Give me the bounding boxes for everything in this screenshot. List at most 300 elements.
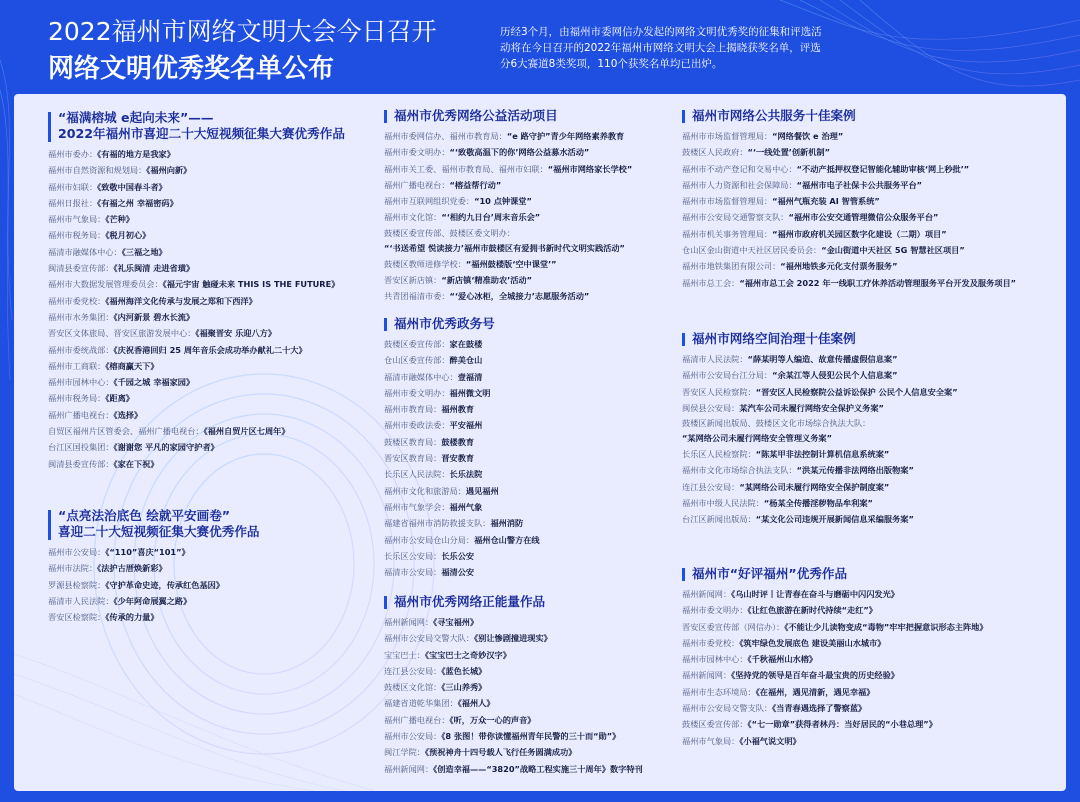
entry-list	[384, 128, 684, 305]
list-item	[384, 515, 684, 531]
entry-organization: 福清市融媒体中心：	[384, 371, 458, 382]
entry-organization: 连江县公安局：	[682, 481, 740, 492]
entry-organization: 福州市大数据发展管理委员会：	[48, 279, 163, 290]
entry-organization: 福州新闻网：	[682, 670, 732, 681]
list-item	[682, 635, 1057, 651]
entry-work-title: 遇见福州	[465, 485, 499, 496]
entry-work-title: 《听，万众一心的声音》	[449, 714, 536, 725]
entry-work-title: 《礼乐闽清 走进省璜》	[113, 263, 195, 274]
entry-work-title: 壹福清	[457, 371, 483, 382]
entry-organization: 福州市市场监督管理局：	[682, 131, 773, 141]
entry-work-title: 《芒种》	[105, 214, 134, 225]
entry-work-title: 鼓楼教育	[441, 436, 475, 447]
list-item	[384, 385, 684, 401]
entry-work-title: 福州气象	[449, 501, 483, 512]
entry-list	[384, 336, 684, 580]
list-item	[48, 456, 388, 472]
list-item	[682, 586, 1057, 602]
list-item	[384, 761, 684, 777]
list-item	[682, 351, 1057, 367]
entry-organization: 闽清县委宣传部：	[48, 263, 114, 274]
list-item	[682, 602, 1057, 618]
entry-work-title: “‘相约九日台’周末音乐会”	[441, 212, 541, 223]
entry-organization: 福州市委政法委：	[384, 420, 450, 431]
entry-list	[48, 146, 388, 472]
entry-work-title: “福州气瓶充装 AI 智管系统”	[772, 196, 880, 207]
entry-work-title: 《庆祝香港回归 25 周年音乐会成功举办献礼二十大》	[113, 344, 307, 355]
entry-organization: 福州新闻网：	[384, 763, 434, 774]
list-item	[384, 401, 684, 417]
list-item	[48, 325, 388, 341]
entry-work-title: 某汽车公司未履行网络安全保护义务案”	[739, 402, 884, 413]
entry-work-title: 《税月初心》	[105, 230, 151, 241]
list-item	[682, 400, 1057, 416]
entry-organization: 福清市人民法院：	[682, 354, 748, 364]
entry-organization: 福州市委党校：	[682, 637, 740, 648]
entry-work-title: 《法护古厝焕新彩》	[97, 563, 167, 574]
entry-work-title: 《致敬中国春斗者》	[97, 181, 167, 192]
entry-work-title: “陈某甲非法控制计算机信息系统案”	[755, 449, 890, 460]
list-item	[48, 146, 388, 162]
entry-work-title: 《不能让少儿读物变成“毒物”牢牢把握意识形态主阵地》	[784, 621, 988, 632]
entry-work-title: “福州鼓楼版‘空中课堂’”	[465, 258, 557, 269]
entry-work-title: “某文化公司违规开展新闻信息采编服务案”	[755, 514, 914, 525]
entry-organization: 晋安区检察院：	[48, 612, 106, 623]
list-item	[48, 227, 388, 243]
entry-organization: 福清市人民法院：	[48, 595, 114, 606]
entry-organization: 福州市公安局交通警察支队：	[682, 212, 789, 223]
entry-organization: 自贸区福州片区管委会、福州广播电视台：	[48, 426, 204, 437]
section-good-review-fuzhou	[682, 566, 1057, 749]
entry-organization: 仓山区金山街道中天社区居民委员会：	[682, 245, 822, 256]
list-item	[384, 483, 684, 499]
entry-organization: 台江区国投集团：	[48, 442, 114, 453]
entry-work-title: 福清公安	[441, 567, 475, 578]
entry-organization: 福州市园林中心：	[48, 377, 114, 388]
entry-organization: 福州市气象局：	[682, 735, 740, 746]
entry-work-title: 福州教育	[441, 404, 475, 415]
entry-organization: 福州市机关事务管理局：	[682, 228, 773, 239]
entry-work-title: 《福元宇宙 触碰未来 THIS IS THE FUTURE》	[162, 279, 340, 290]
entry-work-title: 《内河新景 碧水长流》	[113, 311, 195, 322]
entry-organization: 台江区新闻出版局：	[682, 514, 756, 525]
list-item	[682, 446, 1057, 462]
section-heading	[48, 508, 388, 540]
list-item	[682, 275, 1057, 291]
entry-organization: 福州市税务局：	[48, 393, 106, 404]
entry-work-title: 长乐公安	[441, 550, 475, 561]
entry-work-title: “薛某明等人编造、故意传播虚假信息案”	[747, 354, 898, 364]
entry-work-title: “余某江等人侵犯公民个人信息案”	[772, 370, 898, 381]
section-public-service-cases	[682, 108, 1057, 291]
list-item	[384, 663, 684, 679]
list-item	[682, 416, 1057, 446]
entry-organization: 福州市公安局交警支队：	[682, 703, 773, 714]
list-item	[682, 684, 1057, 700]
entry-work-title: “‘致敬高温下的你’网络公益募水活动”	[449, 147, 590, 158]
list-item	[384, 630, 684, 646]
entry-organization: 鼓楼区委宣传部、鼓楼区委文明办：	[384, 227, 516, 238]
entry-organization: 福州广播电视台：	[384, 714, 450, 725]
entry-work-title: 《预祝神舟十四号载人飞行任务圆满成功》	[424, 747, 577, 758]
list-item	[384, 226, 684, 256]
list-item	[48, 195, 388, 211]
entry-organization: 福州市互联网组织党委：	[384, 196, 475, 207]
entry-organization: 福州市气象学会：	[384, 501, 450, 512]
section-heading-line: “点亮法治底色 绘就平安画卷”	[58, 508, 231, 523]
entry-work-title: “网络餐饮 e 治理”	[772, 131, 844, 141]
entry-organization: 福州市文化馆：	[384, 212, 442, 223]
list-item	[682, 242, 1057, 258]
list-item	[384, 128, 684, 144]
list-item	[682, 258, 1057, 274]
section-heading: 福州市网络公共服务十佳案例	[682, 108, 1057, 124]
list-item	[682, 226, 1057, 242]
entry-work-title: 《福州自贸片区七周年》	[203, 426, 290, 437]
entry-work-title: “洪某元传播非法网络出版物案”	[796, 465, 914, 476]
list-item	[48, 423, 388, 439]
entry-organization: 福州市人力资源和社会保障局：	[682, 179, 797, 190]
entry-organization: 福州广播电视台：	[384, 179, 450, 190]
entry-organization: 福州广播电视台：	[48, 409, 114, 420]
list-item	[682, 495, 1057, 511]
entry-work-title: 长乐法院	[449, 469, 483, 480]
section-public-welfare	[384, 108, 684, 305]
entry-work-title: “不动产抵押权登记智能化辅助审核‘网上秒批’”	[796, 163, 970, 174]
entry-organization: 连江县公安局：	[384, 665, 442, 676]
page-title-line2: 网络文明优秀奖名单公布	[48, 54, 335, 84]
entry-organization: 闽江学院：	[384, 747, 425, 758]
entry-organization: 福州市不动产登记和交易中心：	[682, 163, 797, 174]
entry-organization: 福州市水务集团：	[48, 311, 114, 322]
list-item	[384, 177, 684, 193]
entry-organization: 闽侯县公安局：	[682, 402, 740, 413]
entry-work-title: 《传承的力量》	[105, 612, 159, 623]
entry-organization: 福清市融媒体中心：	[48, 246, 122, 257]
entry-organization: 鼓楼区委宣传部：	[682, 719, 748, 730]
entry-organization: 鼓楼区人民政府：	[682, 147, 748, 158]
list-item	[682, 193, 1057, 209]
section-heading-line: “福满榕城 e起向未来”——	[58, 110, 214, 125]
section-heading	[48, 110, 388, 142]
list-item	[48, 293, 388, 309]
page-title-line1: 2022福州市网络文明大会今日召开	[48, 17, 437, 46]
list-item	[48, 577, 388, 593]
entry-organization: 福州市公安局：	[384, 731, 442, 742]
entry-work-title: “金山街道中天社区 5G 智慧社区项目”	[821, 245, 965, 256]
section-heading-line: 2022年福州市喜迎二十大短视频征集大赛优秀作品	[58, 126, 345, 141]
entry-work-title: “新店镇‘精准助农’活动”	[441, 275, 532, 286]
entry-work-title: 《8 张图！带你读懂福州青年民警的三十而“勋”》	[441, 731, 621, 742]
entry-organization: 福州新闻网：	[682, 589, 732, 599]
entry-work-title: 《选择》	[113, 409, 143, 420]
list-item	[682, 716, 1057, 732]
entry-work-title: “榕益帮行动”	[449, 179, 502, 190]
entry-work-title: 醉美仓山	[449, 355, 483, 366]
list-item	[682, 479, 1057, 495]
list-item	[48, 260, 388, 276]
entry-work-title: 《三福之地》	[121, 246, 167, 257]
entry-organization: 福州市法院：	[48, 563, 98, 574]
list-item	[384, 744, 684, 760]
entry-work-title: “福州地铁多元化支付票务服务”	[780, 261, 898, 272]
entry-organization: 福建省道乾华集团：	[384, 698, 458, 709]
entry-work-title: “‘一线处置’创新机制”	[747, 147, 830, 158]
entry-work-title: 《谢谢您 平凡的家园守护者》	[113, 442, 219, 453]
list-item	[384, 369, 684, 385]
list-item	[682, 161, 1057, 177]
entry-organization: 宝宝巴士：	[384, 649, 425, 660]
list-item	[682, 733, 1057, 749]
entry-organization: 鼓楼区委宣传部：	[384, 339, 450, 349]
entry-organization: 福建省福州市消防救援支队：	[384, 518, 491, 529]
section-positive-energy	[384, 594, 684, 777]
entry-work-title: 《家在下祝》	[113, 458, 159, 469]
entry-organization: 福州市委文明办：	[682, 605, 748, 616]
section-rule-of-law-video	[48, 508, 388, 625]
entry-list	[48, 544, 388, 625]
page-header	[0, 0, 1080, 92]
list-item	[48, 407, 388, 423]
list-item	[48, 211, 388, 227]
list-item	[384, 193, 684, 209]
entry-organization: 晋安区教育局：	[384, 453, 442, 464]
list-item	[384, 614, 684, 630]
entry-work-title: 《宝宝巴士之奇妙汉字》	[424, 649, 511, 660]
entry-organization: 福州市委文明办：	[384, 147, 450, 158]
section-heading: 福州市优秀网络公益活动项目	[384, 108, 684, 124]
entry-organization: 鼓楼区文化馆：	[384, 682, 442, 693]
entry-work-title: 《福州向新》	[146, 165, 192, 176]
list-item	[384, 417, 684, 433]
list-item	[384, 466, 684, 482]
entry-list	[682, 586, 1057, 749]
entry-work-title: 《福州人》	[457, 698, 495, 709]
entry-organization: 福州新闻网：	[384, 617, 434, 627]
entry-organization: 共青团福清市委：	[384, 291, 450, 302]
entry-work-title: 《少年阿命展翼之路》	[113, 595, 192, 606]
section-heading: 福州市“好评福州”优秀作品	[682, 566, 1057, 582]
entry-organization: 福州市委网信办、福州市教育局：	[384, 131, 507, 141]
entry-organization: 福州市生态环境局：	[682, 686, 756, 697]
list-item	[682, 619, 1057, 635]
list-item	[48, 244, 388, 260]
entry-organization: 福州市税务局：	[48, 230, 106, 241]
entry-work-title: 家在鼓楼	[449, 339, 483, 349]
list-item	[48, 544, 388, 560]
entry-work-title: 《当青春遇选择了警察蓝》	[772, 703, 867, 714]
list-item	[682, 128, 1057, 144]
entry-work-title: 《坚持党的领导是百年奋斗最宝贵的历史经验》	[731, 670, 899, 681]
entry-work-title: 《蓝色长城》	[441, 665, 487, 676]
entry-organization: 晋安区委宣传部（网信办）：	[682, 621, 785, 632]
entry-organization: 福州市市场监督管理局：	[682, 196, 773, 207]
list-item	[682, 367, 1057, 383]
entry-organization: 福州市自然资源和规划局：	[48, 165, 147, 176]
section-heading: 福州市优秀网络正能量作品	[384, 594, 684, 610]
entry-organization: 福州市总工会：	[682, 277, 740, 288]
entry-work-title: “杨某全传播淫秽物品牟利案”	[763, 498, 873, 509]
entry-organization: 长乐区人民法院：	[384, 469, 450, 480]
entry-organization: 福州市公安局仓山分局：	[384, 534, 475, 545]
entry-work-title: 《榕商赢天下》	[105, 360, 159, 371]
entry-organization: 福清市公安局：	[384, 567, 442, 578]
entry-work-title: 晋安教育	[441, 453, 475, 464]
list-item	[384, 647, 684, 663]
list-item	[384, 499, 684, 515]
entry-work-title: “晋安区人民检察院公益诉讼保护 公民个人信息安全案”	[755, 386, 958, 397]
entry-work-title: “福州市网络家长学校”	[547, 163, 633, 174]
list-item	[384, 712, 684, 728]
entry-work-title: 《三山养秀》	[441, 682, 487, 693]
entry-organization: 晋安区新店镇：	[384, 275, 442, 286]
list-item	[384, 728, 684, 744]
section-cyberspace-governance	[682, 331, 1057, 528]
list-item	[48, 342, 388, 358]
entry-work-title: 《让红色旅游在新时代持续“走红”》	[747, 605, 877, 616]
list-item	[384, 161, 684, 177]
list-item	[384, 695, 684, 711]
list-item	[48, 179, 388, 195]
list-item	[682, 144, 1057, 160]
list-item	[384, 144, 684, 160]
entry-work-title: “某网络公司未履行网络安全保护制度案”	[739, 481, 890, 492]
entry-organization: 长乐区人民检察院：	[682, 449, 756, 460]
entry-work-title: “‘书送希望 悦读接力’福州市鼓楼区有爱拥书新时代文明实践活动”	[384, 242, 625, 253]
entry-work-title: “福州市总工会 2022 年一线职工疗休养活动管理服务平台开发及服务项目”	[739, 277, 1017, 288]
entry-work-title: 《守护革命史迹，传承红色基因》	[105, 579, 225, 590]
entry-organization: 福州市委统战部：	[48, 344, 114, 355]
entry-organization: 闽清县委宣传部：	[48, 458, 114, 469]
list-item	[682, 209, 1057, 225]
entry-organization: 福州市工商联：	[48, 360, 106, 371]
entry-organization: 鼓楼区教师进修学校：	[384, 258, 466, 269]
entry-organization: 晋安区人民检察院：	[682, 386, 756, 397]
entry-work-title: 《筑牢绿色发展底色 建设美丽山水城市》	[739, 637, 886, 648]
entry-organization: 福州市公安局交警大队：	[384, 633, 475, 644]
list-item	[48, 276, 388, 292]
entry-work-title: “10 点钟课堂”	[474, 196, 532, 207]
entry-work-title: 《福州海洋文化传承与发展之郑和下西洋》	[105, 295, 257, 306]
entry-organization: 福州市妇联：	[48, 181, 98, 192]
entry-work-title: 《千园之城 幸福家园》	[113, 377, 195, 388]
entry-work-title: “某网络公司未履行网络安全管理义务案”	[682, 433, 832, 444]
list-item	[384, 450, 684, 466]
entry-list	[682, 128, 1057, 291]
entry-work-title: “福州市公安交通管理微信公众服务平台”	[788, 212, 939, 223]
list-item	[48, 439, 388, 455]
entry-organization: 福州市委党校：	[48, 295, 106, 306]
list-item	[384, 532, 684, 548]
entry-organization: 仓山区委宣传部：	[384, 355, 450, 366]
entry-work-title: 《乌山时评丨让青春在奋斗与磨砺中闪闪发光》	[731, 589, 899, 599]
entry-organization: 福州市文化市场综合执法支队：	[682, 465, 797, 476]
list-item	[384, 679, 684, 695]
section-heading: 福州市优秀政务号	[384, 316, 684, 332]
list-item	[384, 434, 684, 450]
list-item	[384, 288, 684, 304]
entry-work-title: 《千秋福州山水榕》	[747, 654, 818, 665]
entry-organization: 福州市公安局台江分局：	[682, 370, 773, 381]
list-item	[48, 390, 388, 406]
entry-work-title: “福州市政府机关园区数字化建设（二期）项目”	[772, 228, 947, 239]
list-item	[48, 162, 388, 178]
list-item	[384, 256, 684, 272]
list-item	[48, 309, 388, 325]
list-item	[384, 352, 684, 368]
entry-work-title: 《“110”喜庆“101”》	[105, 547, 190, 557]
entry-work-title: 福州仓山警方在线	[474, 534, 540, 545]
list-item	[682, 667, 1057, 683]
list-item	[682, 177, 1057, 193]
list-item	[682, 651, 1057, 667]
entry-work-title: 《寻宝福州》	[433, 617, 479, 627]
entry-organization: 福州市公安局：	[48, 547, 106, 557]
section-heading: 福州市网络空间治理十佳案例	[682, 331, 1057, 347]
list-item	[48, 609, 388, 625]
entry-work-title: 《有福的地方是我家》	[97, 149, 175, 159]
entry-work-title: 福州微文明	[449, 387, 491, 398]
list-item	[384, 548, 684, 564]
entry-organization: 福州市关工委、福州市教育局、福州市妇联：	[384, 163, 548, 174]
list-item	[384, 209, 684, 225]
entry-work-title: 《福聚晋安 乐迎八方》	[195, 328, 277, 339]
entry-organization: 罗源县检察院：	[48, 579, 106, 590]
content-panel	[14, 94, 1066, 791]
list-item	[384, 564, 684, 580]
entry-work-title: 福州消防	[490, 518, 524, 529]
entry-organization: 福州市中级人民法院：	[682, 498, 764, 509]
entry-work-title: “福州市电子社保卡公共服务平台”	[796, 179, 923, 190]
entry-organization: 鼓楼区教育局：	[384, 436, 442, 447]
entry-work-title: 《有福之州 幸福密码》	[97, 197, 178, 208]
entry-work-title: “e 路守护”青少年网络素养教育	[506, 131, 625, 141]
entry-organization: 长乐区公安局：	[384, 550, 442, 561]
entry-work-title: “‘爱心冰柜，全城接力’志愿服务活动”	[449, 291, 590, 302]
entry-organization: 福州市地铁集团有限公司：	[682, 261, 781, 272]
entry-work-title: 《在福州，遇见清新，遇见幸福》	[755, 686, 875, 697]
list-item	[682, 700, 1057, 716]
list-item	[682, 462, 1057, 478]
list-item	[48, 374, 388, 390]
entry-organization: 福州市教育局：	[384, 404, 442, 415]
entry-organization: 福州市园林中心：	[682, 654, 748, 665]
list-item	[682, 511, 1057, 527]
list-item	[48, 593, 388, 609]
entry-organization: 福州市气象局：	[48, 214, 106, 225]
entry-organization: 福州日报社：	[48, 197, 98, 208]
entry-organization: 福州市委文明办：	[384, 387, 450, 398]
section-short-video-contest	[48, 110, 388, 472]
entry-work-title: 《“七一勋章”获得者林丹：当好居民的“小巷总理”》	[747, 719, 937, 730]
list-item	[384, 336, 684, 352]
entry-list	[384, 614, 684, 777]
entry-organization: 福州市文化和旅游局：	[384, 485, 466, 496]
entry-organization: 鼓楼区新闻出版局、鼓楼区文化市场综合执法大队：	[682, 418, 871, 429]
list-item	[48, 358, 388, 374]
entry-work-title: 《小福气说文明》	[739, 735, 801, 746]
entry-work-title: 《创造幸福——“3820”战略工程实施三十周年》数字特刊	[433, 763, 643, 774]
intro-paragraph: 历经3个月，由福州市委网信办发起的网络文明优秀奖的征集和评选活动将在今日召开的2022年福州市网络文明大会上揭晓获奖名单，评选分6大赛道8类奖项，110个获奖名单均已出炉。	[500, 26, 822, 70]
entry-work-title: 《别让惨剧撞进现实》	[474, 633, 552, 644]
list-item	[48, 560, 388, 576]
entry-organization: 晋安区文体旅局、晋安区旅游发展中心：	[48, 328, 196, 339]
section-government-accounts	[384, 316, 684, 580]
section-heading-line: 喜迎二十大短视频征集大赛优秀作品	[58, 524, 260, 539]
entry-organization: 福州市委办：	[48, 149, 98, 159]
entry-work-title: 《距离》	[105, 393, 134, 404]
entry-work-title: 平安福州	[449, 420, 483, 431]
